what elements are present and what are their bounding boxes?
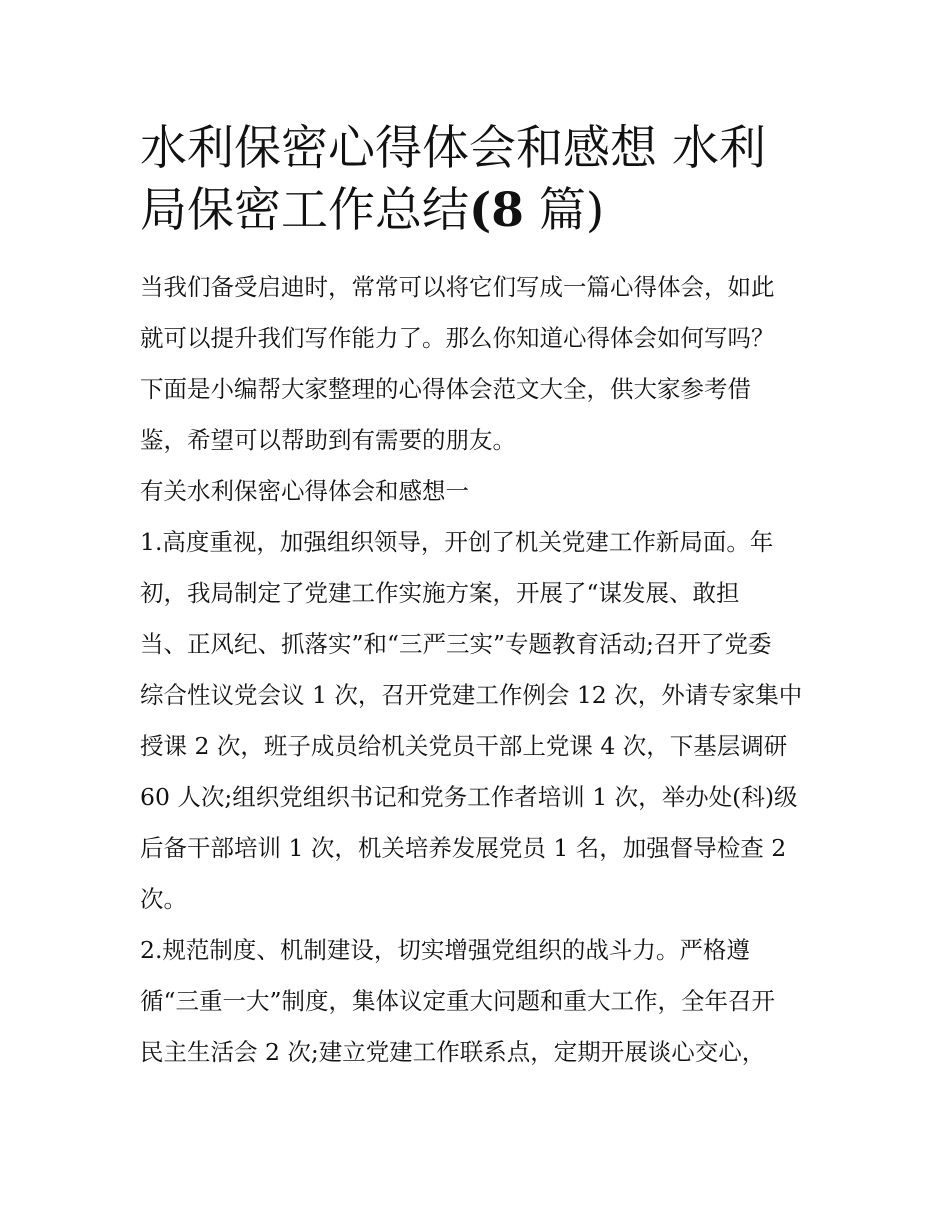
point-2-line: 民主生活会 2 次;建立党建工作联系点，定期开展谈心交心， — [140, 1038, 766, 1066]
intro-paragraph — [140, 262, 812, 466]
point-1-line: 60 人次;组织党组织书记和党务工作者培训 1 次，举办处(科)级 — [140, 783, 798, 811]
point-1-line: 1.高度重视，加强组织领导，开创了机关党建工作新局面。年 — [140, 528, 774, 556]
intro-line: 下面是小编帮大家整理的心得体会范文大全，供大家参考借 — [140, 375, 751, 403]
title-line-1: 水利保密心得体会和感想 水利 — [140, 121, 766, 176]
point-1-line: 初，我局制定了党建工作实施方案，开展了“谋发展、敢担 — [140, 579, 740, 607]
point-1-paragraph — [140, 517, 812, 925]
point-2-line: 循“三重一大”制度，集体议定重大问题和重大工作，全年召开 — [140, 987, 776, 1015]
intro-line: 鉴，希望可以帮助到有需要的朋友。 — [140, 426, 516, 454]
document-title — [140, 118, 812, 242]
point-1-line: 次。 — [140, 885, 187, 913]
point-1-line: 综合性议党会议 1 次，召开党建工作例会 12 次，外请专家集中 — [140, 681, 803, 709]
point-1-line: 当、正风纪、抓落实”和“三严三实”专题教育活动;召开了党委 — [140, 630, 772, 658]
intro-line: 就可以提升我们写作能力了。那么你知道心得体会如何写吗？ — [140, 324, 775, 352]
title-line-2-suffix: 篇) — [523, 183, 605, 238]
point-2-line: 2.规范制度、机制建设，切实增强党组织的战斗力。严格遵 — [140, 936, 750, 964]
intro-line: 当我们备受启迪时，常常可以将它们写成一篇心得体会，如此 — [140, 273, 775, 301]
document-page — [140, 118, 812, 1078]
point-2-paragraph — [140, 925, 812, 1078]
point-1-line: 授课 2 次，班子成员给机关党员干部上党课 4 次，下基层调研 — [140, 732, 788, 760]
title-line-2-count: (8 — [469, 183, 524, 238]
point-1-line: 后备干部培训 1 次，机关培养发展党员 1 名，加强督导检查 2 — [140, 834, 787, 862]
title-line-2-text: 局保密工作总结 — [140, 183, 469, 238]
section-heading: 有关水利保密心得体会和感想一 — [140, 477, 469, 505]
